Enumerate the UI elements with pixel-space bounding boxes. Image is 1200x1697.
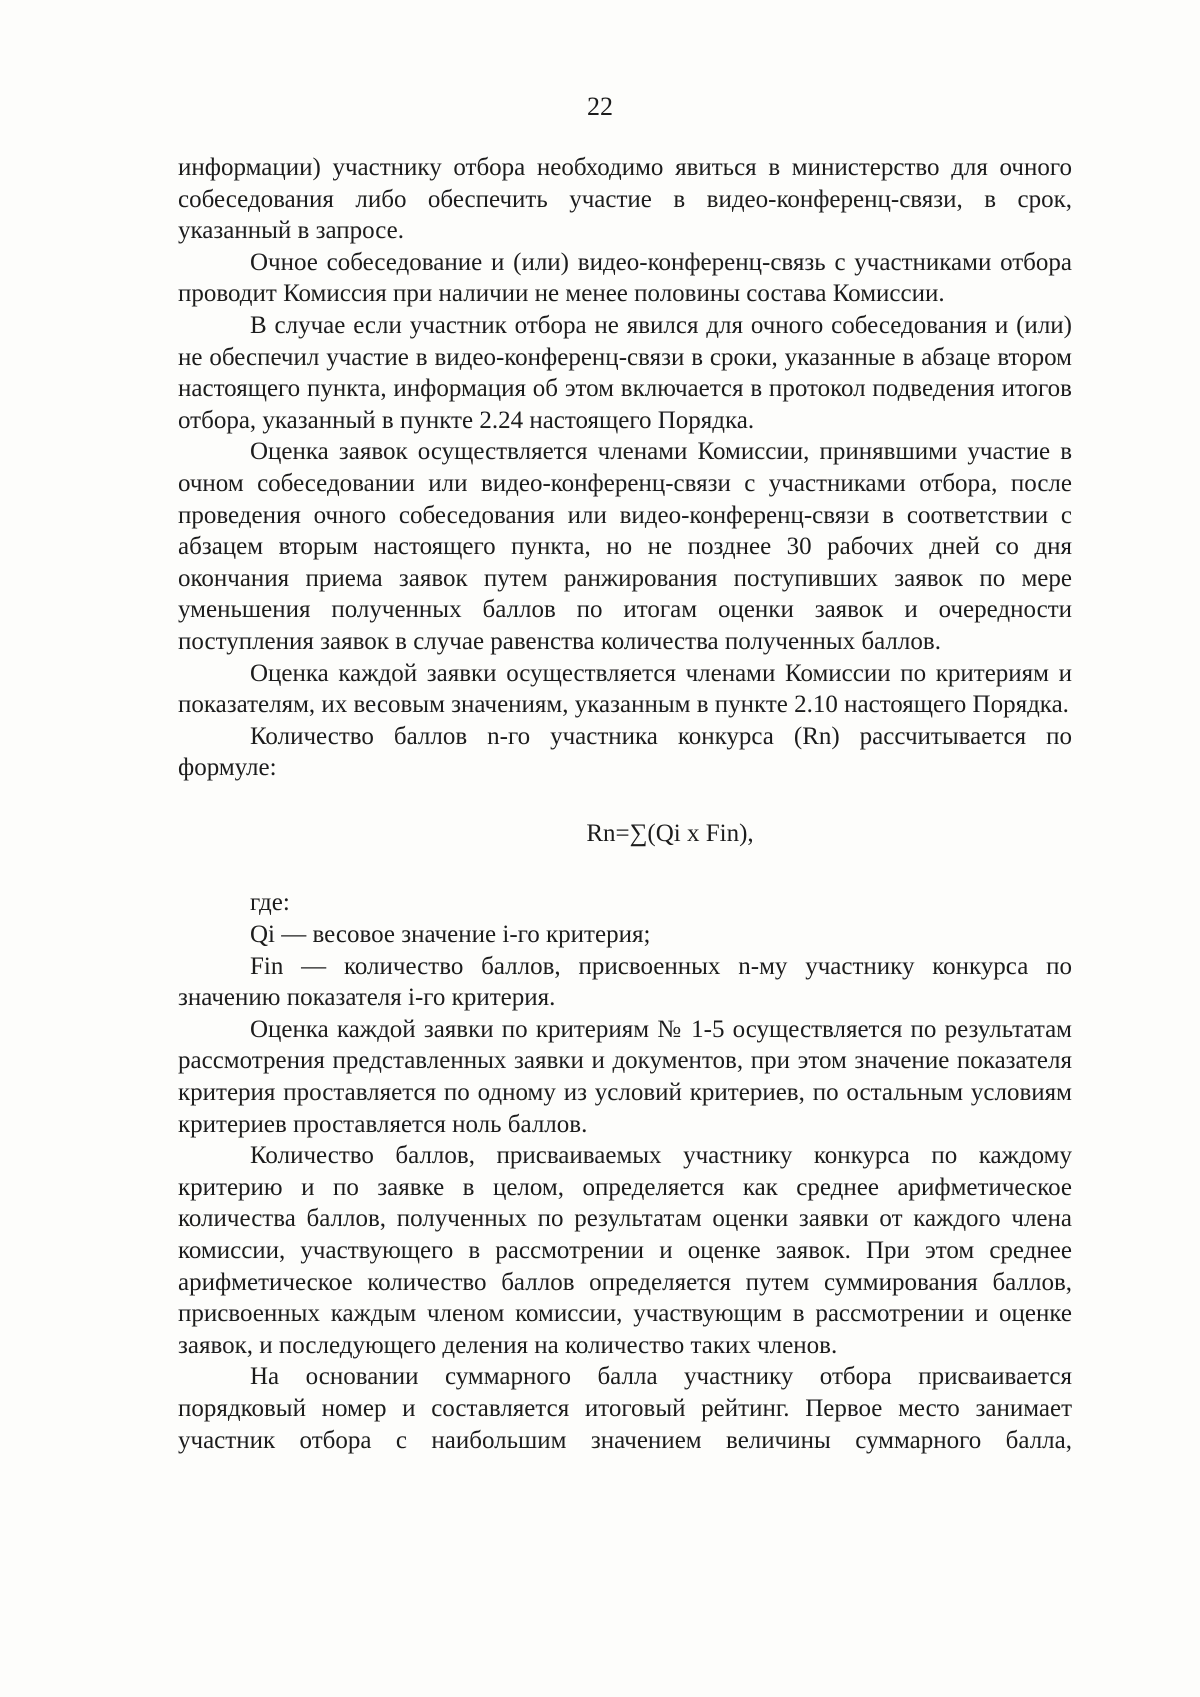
where-label: где: [250, 889, 290, 917]
paragraph: Количество баллов, присваиваемых участнику конкурса по каждому критерию и по заявке в целом, определяется как среднее арифметическое количества баллов, полученных по результатам оценки заявки от каждого члена комиссии, участвующего в рассмотрении и оценке заявок. При этом среднее арифметическое количество баллов определяется путем суммирования баллов, присвоенных каждым членом комиссии, участвующим в рассмотрении и оценке заявок, и последующего деления на количество таких членов. [178, 1142, 1072, 1359]
paragraph: Оценка каждой заявки осуществляется членами Комиссии по критериям и показателям, их весовым значениям, указанным в пункте 2.10 настоящего Порядка. [178, 659, 1072, 719]
paragraph: Оценка заявок осуществляется членами Комиссии, принявшими участие в очном собеседовании или видео-конференц-связи с участниками отбора, после проведения очного собеседования или видео-конференц-связи в соответствии с абзацем вторым настоящего пункта, но не позднее 30 рабочих дней со дня окончания приема заявок путем ранжирования поступивших заявок по мере уменьшения полученных баллов по итогам оценки заявок и очередности поступления заявок в случае равенства количества полученных баллов. [178, 438, 1072, 655]
paragraph: На основании суммарного балла участнику отбора присваивается порядковый номер и составляется итоговый рейтинг. Первое место занимает участник отбора с наибольшим значением величины суммарного балла, [178, 1363, 1072, 1454]
formula: Rn=∑(Qi x Fin), [586, 819, 754, 847]
definition-item: Fin — количество баллов, присвоенных n-му участнику конкурса по значению показателя i-го критерия. [178, 952, 1072, 1012]
document-body [178, 152, 1072, 1456]
page-number: 22 [587, 92, 613, 121]
paragraph: Количество баллов n-го участника конкурса (Rn) рассчитывается по формуле: [178, 722, 1072, 782]
paragraph: Оценка каждой заявки по критериям № 1-5 осуществляется по результатам рассмотрения представленных заявки и документов, при этом значение показателя критерия проставляется по одному из условий критериев, по остальным условиям критериев проставляется ноль баллов. [178, 1015, 1072, 1138]
definition-item: Qi — весовое значение i-го критерия; [250, 921, 651, 949]
paragraph: Очное собеседование и (или) видео-конференц-связь с участниками отбора проводит Комиссия при наличии не менее половины состава Комиссии. [178, 248, 1072, 308]
paragraph-continuation: информации) участнику отбора необходимо явиться в министерство для очного собеседования либо обеспечить участие в видео-конференц-связи, в срок, указанный в запросе. [178, 154, 1072, 245]
paragraph: В случае если участник отбора не явился для очного собеседования и (или) не обеспечил участие в видео-конференц-связи в сроки, указанные в абзаце втором настоящего пункта, информация об этом включается в протокол подведения итогов отбора, указанный в пункте 2.24 настоящего Порядка. [178, 311, 1072, 434]
